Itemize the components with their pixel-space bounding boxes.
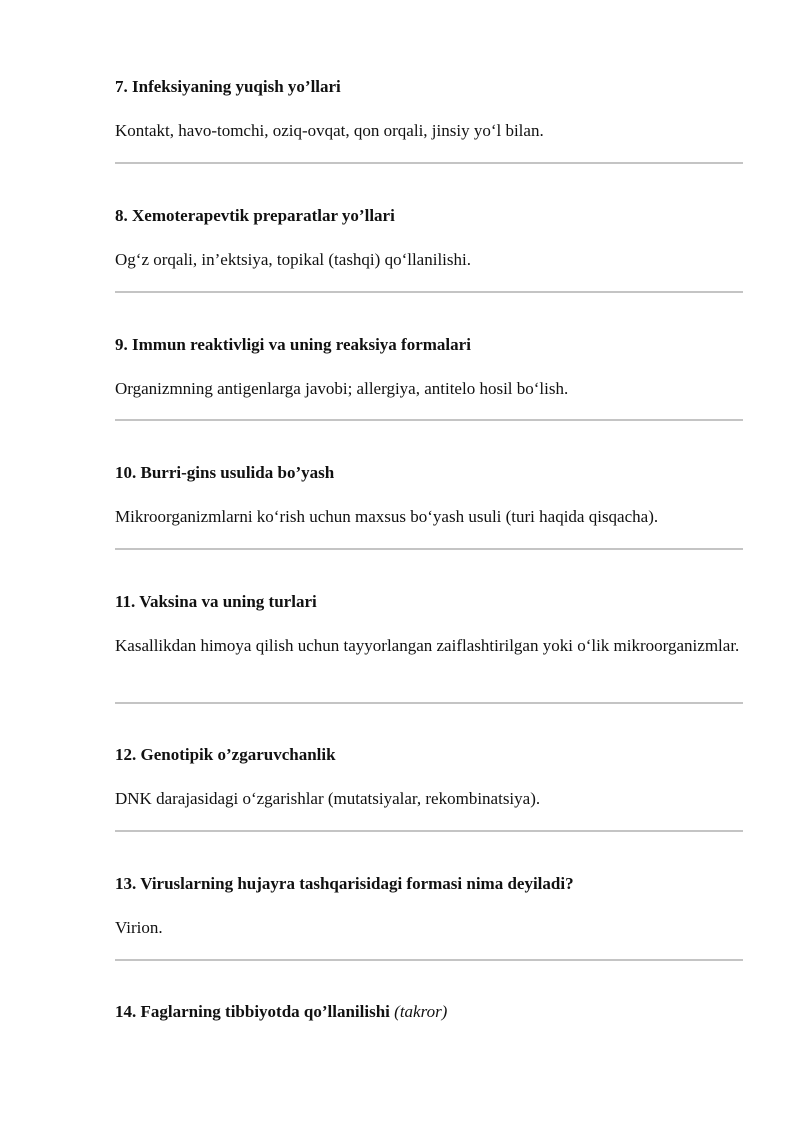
qa-section-7 — [115, 76, 743, 140]
qa-section-12 — [115, 744, 743, 808]
qa-section-11 — [115, 591, 743, 655]
section-divider — [115, 959, 743, 961]
qa-section-14 — [115, 1001, 743, 1023]
qa-section-13 — [115, 873, 743, 937]
section-divider — [115, 419, 743, 421]
section-divider — [115, 162, 743, 164]
section-divider — [115, 291, 743, 293]
section-divider — [115, 830, 743, 832]
section-heading — [115, 1001, 743, 1023]
section-heading: 13. Viruslarning hujayra tashqarisidagi formasi nima deyiladi? — [115, 874, 574, 893]
section-answer: Og‘z orqali, in’ektsiya, topikal (tashqi) qo‘llanilishi. — [115, 250, 471, 269]
section-heading: 10. Burri-gins usulida bo’yash — [115, 463, 335, 482]
section-heading: 7. Infeksiyaning yuqish yo’llari — [115, 77, 341, 96]
section-answer: Kasallikdan himoya qilish uchun tayyorlangan zaiflashtirilgan yoki o‘lik mikroorganizmlar. — [115, 636, 740, 655]
section-heading: 8. Xemoterapevtik preparatlar yo’llari — [115, 206, 395, 225]
section-answer: Virion. — [115, 918, 163, 937]
section-heading: 12. Genotipik o’zgaruvchanlik — [115, 745, 336, 764]
section-divider — [115, 548, 743, 550]
section-heading: 9. Immun reaktivligi va uning reaksiya formalari — [115, 335, 471, 354]
qa-section-10 — [115, 462, 743, 526]
qa-section-9 — [115, 334, 743, 398]
qa-section-8 — [115, 205, 743, 269]
section-divider — [115, 702, 743, 704]
section-answer: Mikroorganizmlarni ko‘rish uchun maxsus bo‘yash usuli (turi haqida qisqacha). — [115, 507, 659, 526]
section-answer: DNK darajasidagi o‘zgarishlar (mutatsiyalar, rekombinatsiya). — [115, 789, 541, 808]
section-heading-text: 14. Faglarning tibbiyotda qo’llanilishi — [115, 1002, 390, 1021]
section-heading-note: (takror) — [394, 1002, 448, 1021]
section-answer: Organizmning antigenlarga javobi; allergiya, antitelo hosil bo‘lish. — [115, 379, 569, 398]
section-answer: Kontakt, havo-tomchi, oziq-ovqat, qon orqali, jinsiy yo‘l bilan. — [115, 121, 544, 140]
section-heading: 11. Vaksina va uning turlari — [115, 592, 317, 611]
